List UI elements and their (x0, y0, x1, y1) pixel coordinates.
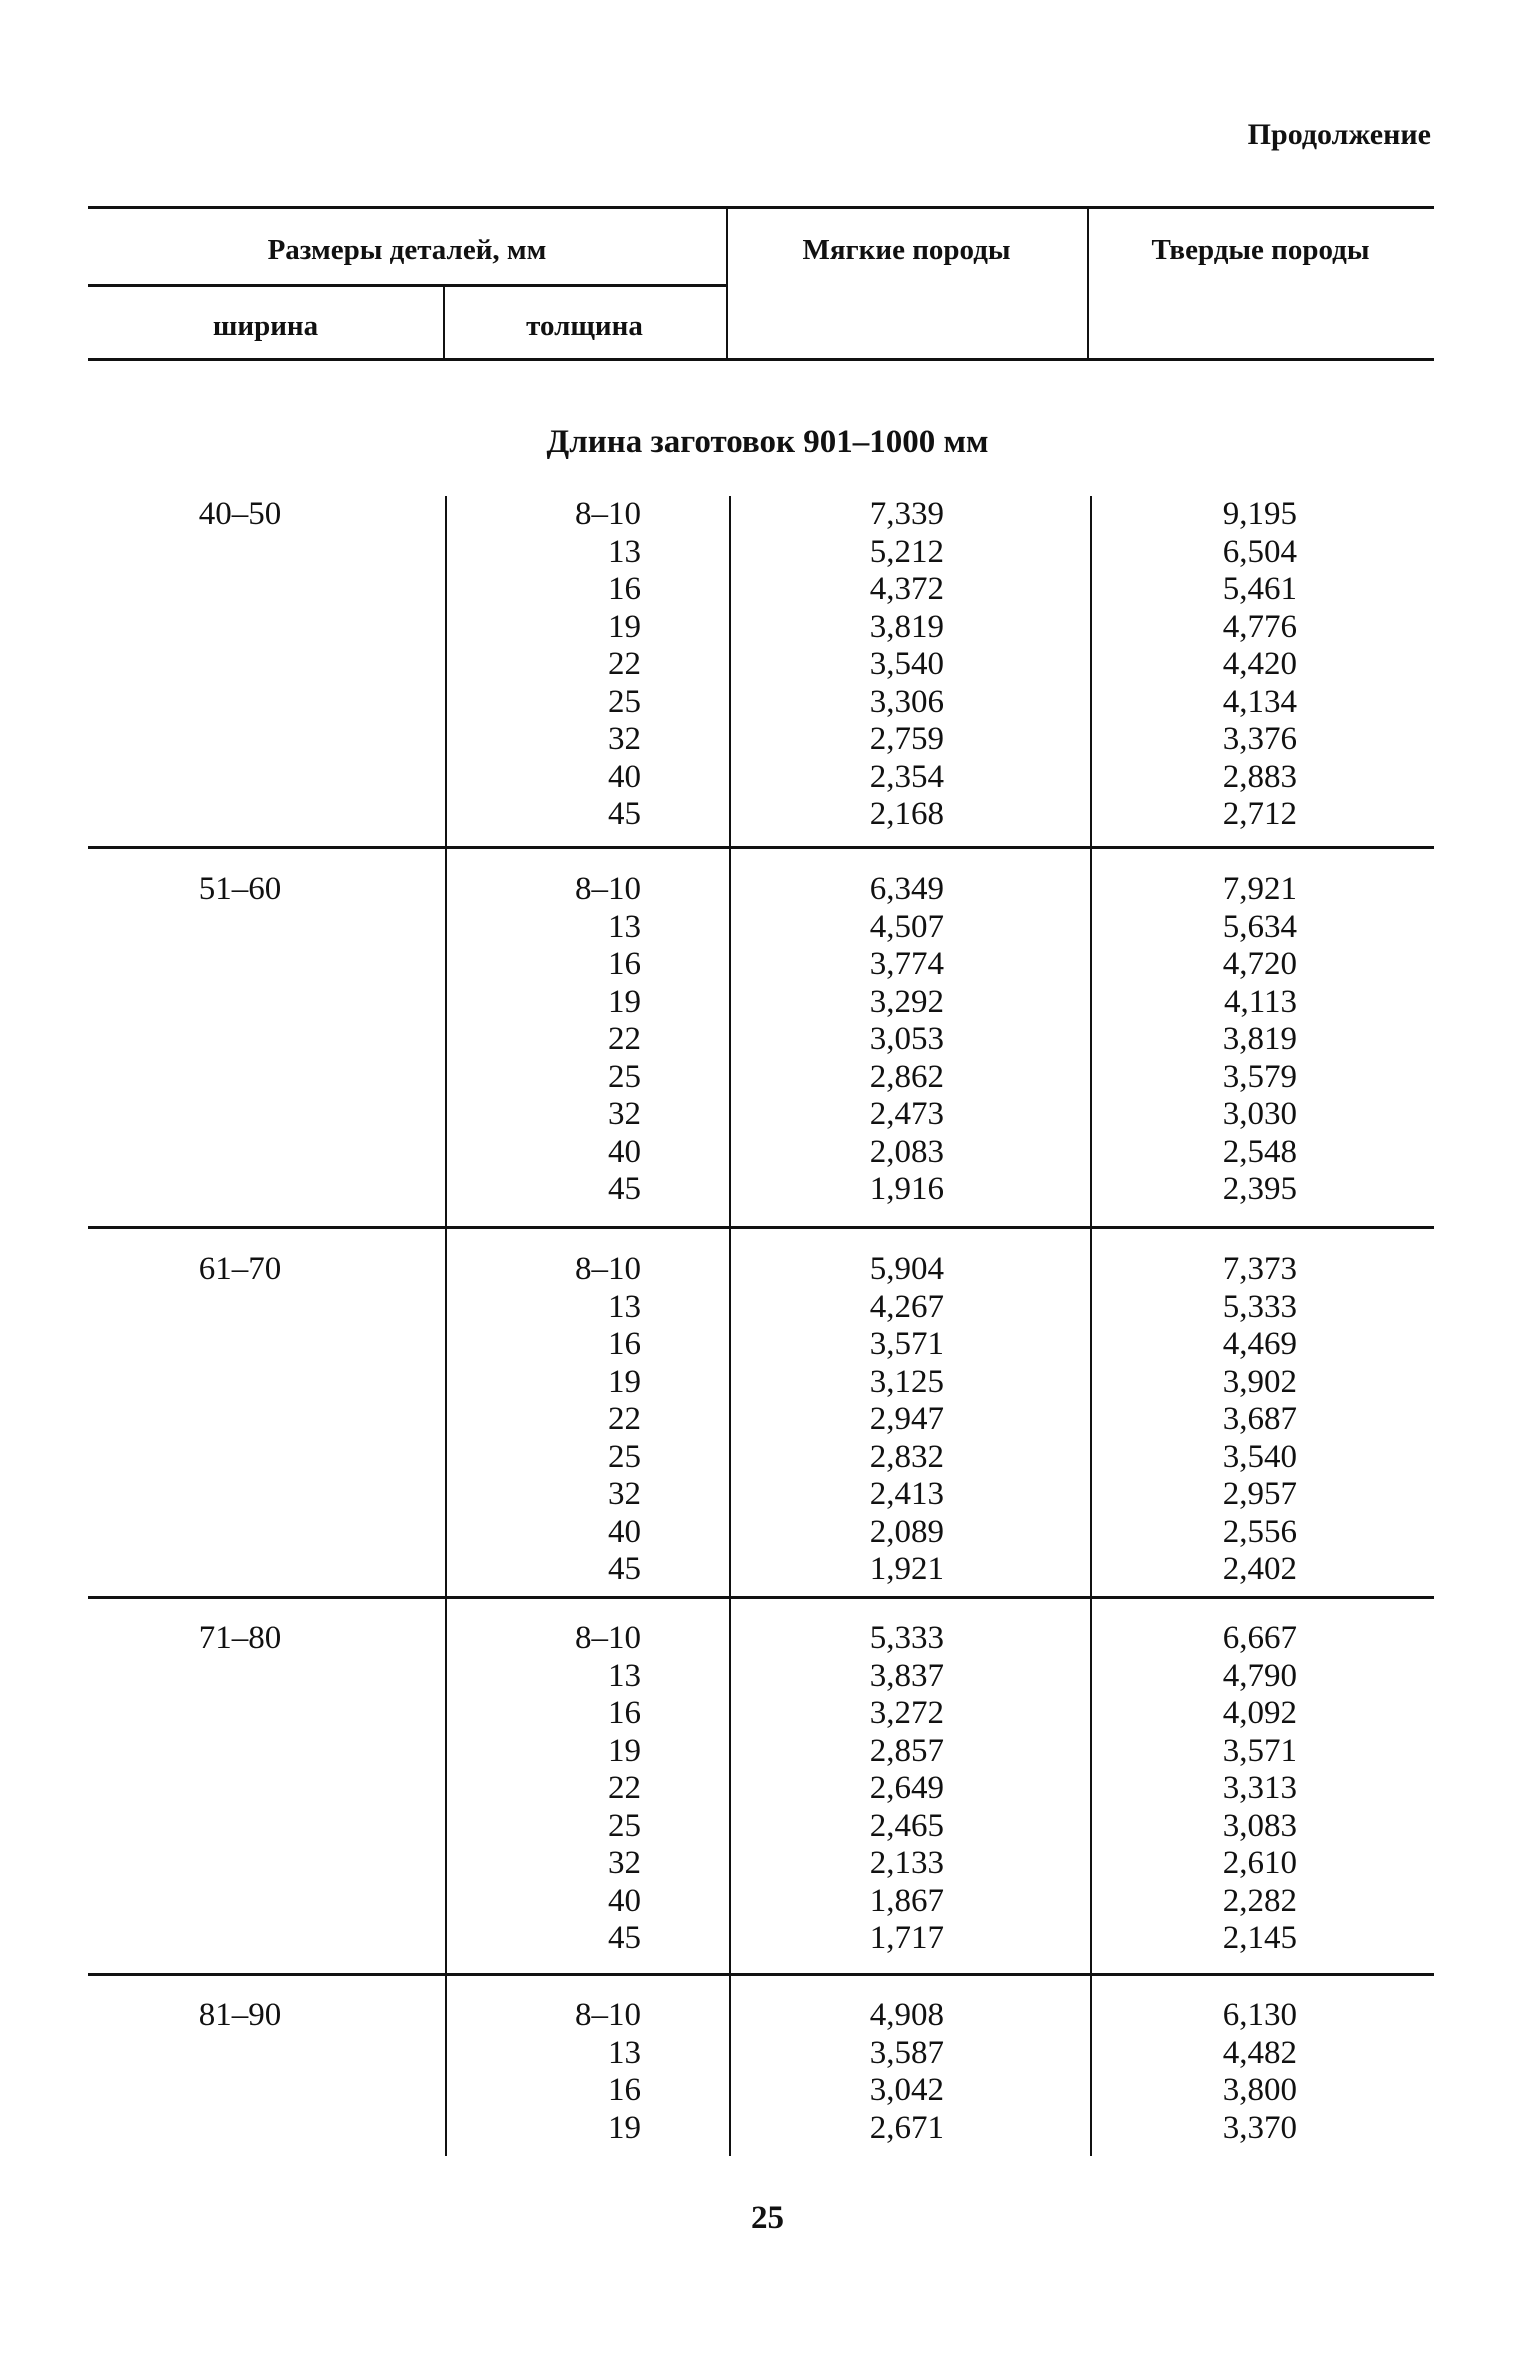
soft-column (848, 871, 944, 1209)
thickness-value: 22 (608, 1401, 641, 1437)
thickness-value: 32 (608, 721, 641, 757)
hard-value: 4,776 (1222, 608, 1297, 645)
header-sub-rule (88, 284, 726, 287)
hard-value: 4,134 (1222, 683, 1297, 720)
header-divider-soft (726, 206, 728, 360)
thickness-value: 8–10 (575, 1620, 641, 1656)
thickness-value: 45 (608, 1551, 641, 1587)
soft-value: 5,904 (869, 1251, 944, 1287)
thickness-value: 40 (608, 1513, 641, 1550)
hard-value: 3,579 (1222, 1058, 1297, 1095)
soft-value: 4,908 (869, 1997, 944, 2033)
hard-value: 5,333 (1222, 1288, 1297, 1325)
hard-column (1201, 1997, 1297, 2147)
hard-column (1201, 1251, 1297, 1589)
soft-value: 2,857 (869, 1732, 944, 1769)
soft-value: 6,349 (869, 871, 944, 907)
group-rule (88, 1596, 1434, 1599)
thickness-column (545, 1997, 641, 2147)
thickness-value: 40 (608, 758, 641, 795)
thickness-value: 16 (608, 2072, 641, 2108)
hard-value: 2,883 (1222, 758, 1297, 795)
soft-value: 3,837 (869, 1657, 944, 1694)
width-range: 71–80 (198, 1620, 282, 1656)
hard-value: 6,130 (1222, 1997, 1297, 2033)
header-divider-hard (1087, 206, 1089, 360)
soft-value: 3,292 (869, 983, 944, 1020)
thickness-value: 19 (608, 983, 641, 1020)
hard-value: 2,395 (1222, 1171, 1297, 1207)
thickness-value: 8–10 (575, 1251, 641, 1287)
hard-value: 3,540 (1222, 1438, 1297, 1475)
soft-value: 2,671 (869, 2109, 944, 2146)
hard-value: 3,687 (1222, 1401, 1297, 1437)
hard-value: 2,402 (1222, 1551, 1297, 1587)
hard-value: 4,482 (1222, 2034, 1297, 2071)
hard-value: 3,571 (1222, 1732, 1297, 1769)
thickness-value: 16 (608, 571, 641, 607)
table-top-rule (88, 206, 1434, 209)
soft-value: 2,413 (869, 1476, 944, 1512)
body-divider-soft (729, 496, 731, 2156)
soft-value: 3,042 (869, 2072, 944, 2108)
thickness-value: 19 (608, 1732, 641, 1769)
hard-value: 6,667 (1222, 1620, 1297, 1656)
hard-column (1201, 871, 1297, 1209)
hard-column (1201, 1620, 1297, 1958)
thickness-column (545, 871, 641, 1209)
header-width: ширина (212, 310, 319, 342)
soft-value: 3,587 (869, 2034, 944, 2071)
soft-value: 2,168 (869, 796, 944, 832)
soft-value: 2,465 (869, 1807, 944, 1844)
thickness-value: 16 (608, 946, 641, 982)
hard-value: 3,376 (1222, 721, 1297, 757)
hard-value: 5,461 (1222, 571, 1297, 607)
soft-value: 1,916 (869, 1171, 944, 1207)
soft-value: 4,267 (869, 1288, 944, 1325)
hard-value: 4,720 (1222, 946, 1297, 982)
hard-value: 3,370 (1222, 2109, 1297, 2146)
soft-value: 1,867 (869, 1882, 944, 1919)
group-rule (88, 846, 1434, 849)
hard-value: 2,556 (1222, 1513, 1297, 1550)
hard-value: 5,634 (1222, 908, 1297, 945)
thickness-value: 32 (608, 1845, 641, 1881)
thickness-value: 25 (608, 683, 641, 720)
soft-value: 2,473 (869, 1096, 944, 1132)
thickness-value: 22 (608, 1021, 641, 1057)
soft-value: 4,372 (869, 571, 944, 607)
soft-value: 2,947 (869, 1401, 944, 1437)
hard-value: 3,800 (1222, 2072, 1297, 2108)
hard-value: 3,030 (1222, 1096, 1297, 1132)
thickness-column (545, 496, 641, 834)
thickness-value: 25 (608, 1058, 641, 1095)
soft-column (848, 1251, 944, 1589)
soft-value: 3,053 (869, 1021, 944, 1057)
thickness-value: 16 (608, 1326, 641, 1362)
thickness-value: 13 (608, 2034, 641, 2071)
soft-value: 2,089 (869, 1513, 944, 1550)
thickness-value: 40 (608, 1882, 641, 1919)
thickness-value: 45 (608, 1920, 641, 1956)
soft-value: 2,133 (869, 1845, 944, 1881)
hard-value: 6,504 (1222, 533, 1297, 570)
soft-value: 3,774 (869, 946, 944, 982)
group-rule (88, 1226, 1434, 1229)
page-number: 25 (751, 2200, 784, 2236)
header-hard: Твердые породы (1151, 234, 1370, 266)
thickness-value: 13 (608, 1288, 641, 1325)
thickness-value: 13 (608, 1657, 641, 1694)
group-rule (88, 1973, 1434, 1976)
thickness-value: 19 (608, 2109, 641, 2146)
thickness-value: 32 (608, 1096, 641, 1132)
hard-value: 4,469 (1222, 1326, 1297, 1362)
thickness-value: 16 (608, 1695, 641, 1731)
thickness-column (545, 1251, 641, 1589)
thickness-column (545, 1620, 641, 1958)
soft-value: 5,212 (869, 533, 944, 570)
soft-value: 2,832 (869, 1438, 944, 1475)
soft-value: 2,354 (869, 758, 944, 795)
hard-value: 7,921 (1222, 871, 1297, 907)
hard-value: 2,548 (1222, 1133, 1297, 1170)
thickness-value: 22 (608, 1770, 641, 1806)
hard-column (1201, 496, 1297, 834)
soft-value: 3,306 (869, 683, 944, 720)
body-divider-width (445, 496, 447, 2156)
header-dimensions: Размеры деталей, мм (267, 234, 547, 266)
thickness-value: 32 (608, 1476, 641, 1512)
thickness-value: 8–10 (575, 1997, 641, 2033)
header-thickness: толщина (526, 310, 643, 342)
header-soft: Мягкие породы (802, 234, 1011, 266)
soft-value: 2,083 (869, 1133, 944, 1170)
soft-value: 3,272 (869, 1695, 944, 1731)
hard-value: 2,145 (1222, 1920, 1297, 1956)
thickness-value: 19 (608, 1363, 641, 1400)
hard-value: 4,790 (1222, 1657, 1297, 1694)
width-range: 61–70 (198, 1251, 282, 1287)
hard-value: 4,420 (1222, 646, 1297, 682)
width-range: 81–90 (198, 1997, 282, 2033)
hard-value: 3,902 (1222, 1363, 1297, 1400)
hard-value: 2,610 (1222, 1845, 1297, 1881)
soft-value: 3,571 (869, 1326, 944, 1362)
section-title: Длина заготовок 901–1000 мм (546, 424, 989, 460)
hard-value: 4,113 (1223, 983, 1297, 1020)
hard-value: 2,957 (1222, 1476, 1297, 1512)
soft-column (848, 496, 944, 834)
soft-value: 4,507 (869, 908, 944, 945)
thickness-value: 40 (608, 1133, 641, 1170)
soft-column (848, 1997, 944, 2147)
continuation-label: Продолжение (1247, 118, 1431, 151)
hard-value: 3,819 (1222, 1021, 1297, 1057)
soft-value: 2,862 (869, 1058, 944, 1095)
soft-value: 1,717 (869, 1920, 944, 1956)
thickness-value: 25 (608, 1438, 641, 1475)
hard-value: 3,083 (1222, 1807, 1297, 1844)
thickness-value: 19 (608, 608, 641, 645)
soft-value: 3,819 (869, 608, 944, 645)
hard-value: 4,092 (1222, 1695, 1297, 1731)
soft-value: 2,759 (869, 721, 944, 757)
thickness-value: 13 (608, 533, 641, 570)
soft-value: 2,649 (869, 1770, 944, 1806)
hard-value: 9,195 (1222, 496, 1297, 532)
soft-value: 3,540 (869, 646, 944, 682)
thickness-value: 25 (608, 1807, 641, 1844)
soft-value: 5,333 (869, 1620, 944, 1656)
thickness-value: 8–10 (575, 496, 641, 532)
thickness-value: 13 (608, 908, 641, 945)
hard-value: 2,712 (1222, 796, 1297, 832)
thickness-value: 22 (608, 646, 641, 682)
width-range: 51–60 (198, 871, 282, 907)
body-divider-hard (1090, 496, 1092, 2156)
soft-value: 1,921 (869, 1551, 944, 1587)
width-range: 40–50 (198, 496, 282, 532)
soft-value: 7,339 (869, 496, 944, 532)
thickness-value: 45 (608, 1171, 641, 1207)
hard-value: 7,373 (1222, 1251, 1297, 1287)
hard-value: 3,313 (1222, 1770, 1297, 1806)
thickness-value: 8–10 (575, 871, 641, 907)
soft-value: 3,125 (869, 1363, 944, 1400)
hard-value: 2,282 (1222, 1882, 1297, 1919)
soft-column (848, 1620, 944, 1958)
header-bottom-rule (88, 358, 1434, 361)
thickness-value: 45 (608, 796, 641, 832)
